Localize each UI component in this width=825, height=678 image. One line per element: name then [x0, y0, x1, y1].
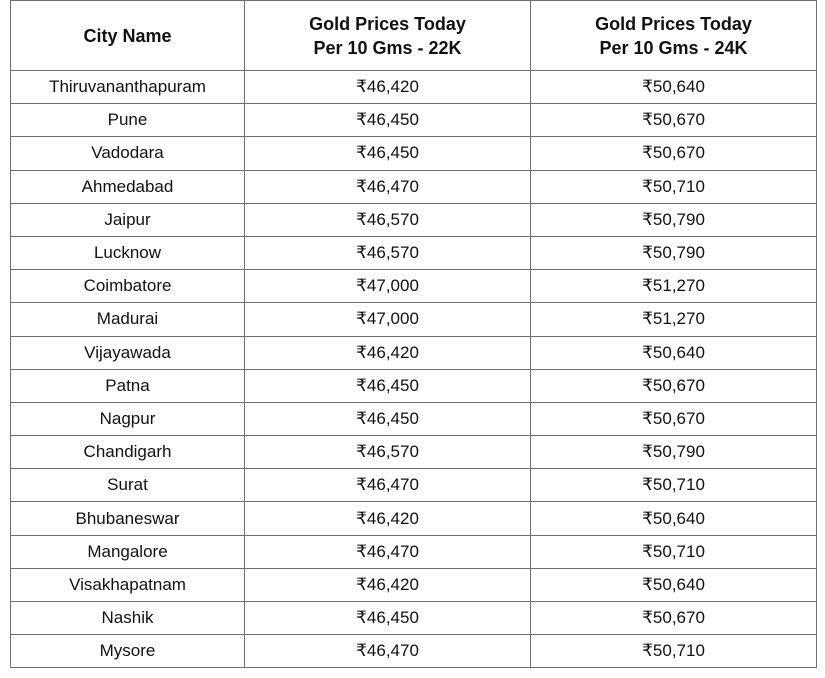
price-24k-cell: ₹50,790 — [531, 236, 817, 269]
city-name-cell: Lucknow — [11, 236, 245, 269]
price-22k-cell: ₹46,420 — [245, 336, 531, 369]
price-22k-cell: ₹46,570 — [245, 436, 531, 469]
table-body — [11, 71, 817, 668]
price-22k-cell: ₹46,570 — [245, 236, 531, 269]
table-row — [11, 502, 817, 535]
table-row — [11, 203, 817, 236]
city-name-cell: Jaipur — [11, 203, 245, 236]
header-city-name — [11, 1, 245, 71]
price-22k-cell: ₹46,470 — [245, 635, 531, 668]
price-24k-cell: ₹50,710 — [531, 535, 817, 568]
price-24k-cell: ₹50,710 — [531, 469, 817, 502]
price-22k-cell: ₹46,420 — [245, 71, 531, 104]
price-22k-cell: ₹46,450 — [245, 402, 531, 435]
gold-price-table — [10, 0, 817, 668]
city-name-cell: Vadodara — [11, 137, 245, 170]
price-24k-cell: ₹50,670 — [531, 104, 817, 137]
price-24k-cell: ₹50,670 — [531, 369, 817, 402]
city-name-cell: Madurai — [11, 303, 245, 336]
table-row — [11, 568, 817, 601]
table-row — [11, 469, 817, 502]
table-row — [11, 369, 817, 402]
table-row — [11, 402, 817, 435]
city-name-cell: Chandigarh — [11, 436, 245, 469]
price-24k-cell: ₹50,640 — [531, 71, 817, 104]
city-name-cell: Vijayawada — [11, 336, 245, 369]
price-24k-cell: ₹50,710 — [531, 635, 817, 668]
price-24k-cell: ₹50,790 — [531, 203, 817, 236]
header-line: Gold Prices Today — [309, 13, 466, 34]
header-line: Gold Prices Today — [595, 13, 752, 34]
header-24k-price — [531, 1, 817, 71]
header-22k-price — [245, 1, 531, 71]
price-22k-cell: ₹46,450 — [245, 369, 531, 402]
price-24k-cell: ₹50,640 — [531, 502, 817, 535]
city-name-cell: Ahmedabad — [11, 170, 245, 203]
header-line: City Name — [83, 25, 172, 46]
price-22k-cell: ₹46,450 — [245, 602, 531, 635]
table-row — [11, 104, 817, 137]
city-name-cell: Patna — [11, 369, 245, 402]
city-name-cell: Nagpur — [11, 402, 245, 435]
price-24k-cell: ₹50,640 — [531, 336, 817, 369]
price-22k-cell: ₹47,000 — [245, 270, 531, 303]
table-row — [11, 137, 817, 170]
table-row — [11, 602, 817, 635]
table-row — [11, 270, 817, 303]
city-name-cell: Mysore — [11, 635, 245, 668]
price-24k-cell: ₹51,270 — [531, 270, 817, 303]
header-line: Per 10 Gms - 24K — [599, 37, 748, 58]
city-name-cell: Nashik — [11, 602, 245, 635]
table-row — [11, 535, 817, 568]
table-row — [11, 336, 817, 369]
price-24k-cell: ₹50,710 — [531, 170, 817, 203]
price-24k-cell: ₹50,670 — [531, 602, 817, 635]
price-22k-cell: ₹46,420 — [245, 502, 531, 535]
table-row — [11, 170, 817, 203]
price-24k-cell: ₹50,640 — [531, 568, 817, 601]
city-name-cell: Coimbatore — [11, 270, 245, 303]
price-24k-cell: ₹51,270 — [531, 303, 817, 336]
price-22k-cell: ₹46,450 — [245, 104, 531, 137]
table-header — [11, 1, 817, 71]
city-name-cell: Visakhapatnam — [11, 568, 245, 601]
price-22k-cell: ₹46,470 — [245, 170, 531, 203]
table-row — [11, 236, 817, 269]
price-24k-cell: ₹50,790 — [531, 436, 817, 469]
header-row — [11, 1, 817, 71]
city-name-cell: Bhubaneswar — [11, 502, 245, 535]
price-22k-cell: ₹46,470 — [245, 535, 531, 568]
price-24k-cell: ₹50,670 — [531, 402, 817, 435]
header-line: Per 10 Gms - 22K — [313, 37, 462, 58]
table-row — [11, 71, 817, 104]
city-name-cell: Pune — [11, 104, 245, 137]
price-22k-cell: ₹46,470 — [245, 469, 531, 502]
price-24k-cell: ₹50,670 — [531, 137, 817, 170]
price-22k-cell: ₹46,450 — [245, 137, 531, 170]
price-22k-cell: ₹46,570 — [245, 203, 531, 236]
table-row — [11, 303, 817, 336]
city-name-cell: Thiruvananthapuram — [11, 71, 245, 104]
price-22k-cell: ₹47,000 — [245, 303, 531, 336]
price-22k-cell: ₹46,420 — [245, 568, 531, 601]
city-name-cell: Surat — [11, 469, 245, 502]
table-row — [11, 635, 817, 668]
city-name-cell: Mangalore — [11, 535, 245, 568]
table-row — [11, 436, 817, 469]
